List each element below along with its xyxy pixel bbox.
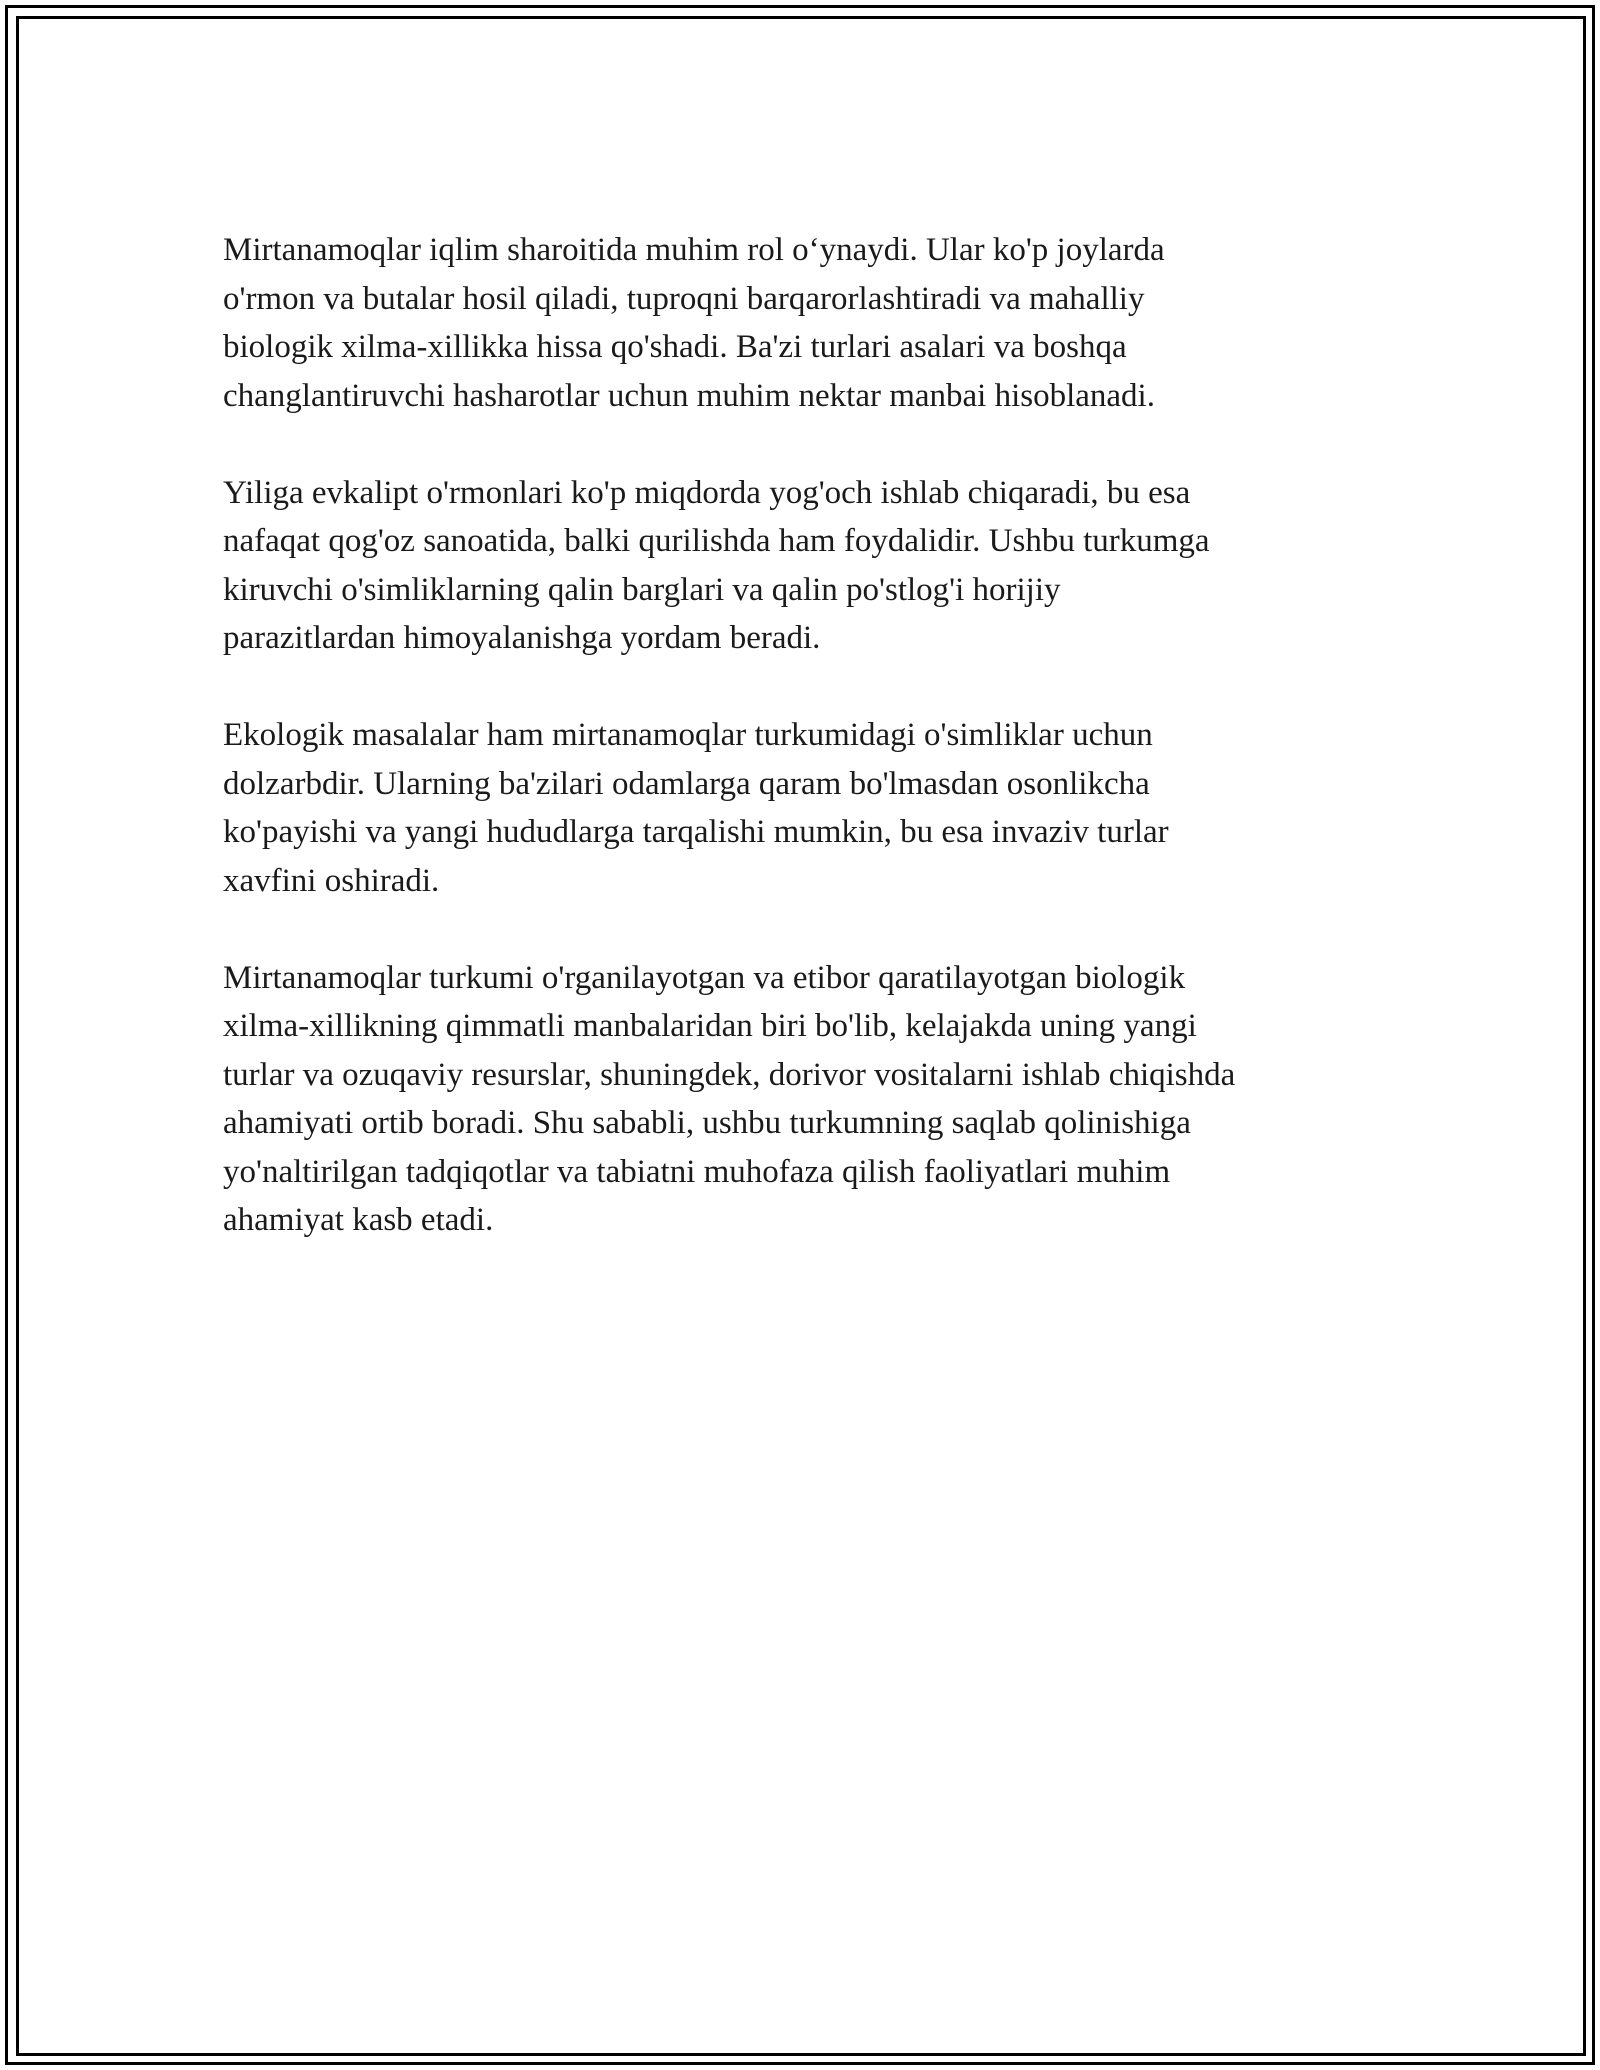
text-line: nafaqat qog'oz sanoatida, balki qurilishda ham foydalidir. Ushbu turkumga <box>223 523 1210 559</box>
text-line: biologik xilma-xillikka hissa qo'shadi. Ba'zi turlari asalari va boshqa <box>223 329 1127 365</box>
text-line: ahamiyat kasb etadi. <box>223 1202 494 1238</box>
document-body <box>223 226 1393 1293</box>
paragraph-2 <box>223 469 1393 663</box>
text-line: parazitlardan himoyalanishga yordam beradi. <box>223 620 821 656</box>
text-line: Ekologik masalalar ham mirtanamoqlar turkumidagi o'simliklar uchun <box>223 717 1153 753</box>
paragraph-3 <box>223 711 1393 905</box>
text-line: Yiliga evkalipt o'rmonlari ko'p miqdorda yog'och ishlab chiqaradi, bu esa <box>223 474 1191 511</box>
text-line: ahamiyati ortib boradi. Shu sababli, ushbu turkumning saqlab qolinishiga <box>223 1105 1191 1141</box>
text-line: ko'payishi va yangi hududlarga tarqalishi mumkin, bu esa invaziv turlar <box>223 814 1169 850</box>
text-line: xavfini oshiradi. <box>223 862 440 899</box>
text-line: Mirtanamoqlar iqlim sharoitida muhim rol oʻynaydi. Ular ko'p joylarda <box>223 232 1165 268</box>
text-line: kiruvchi o'simliklarning qalin barglari va qalin po'stlog'i horijiy <box>223 571 1061 608</box>
text-line: turlar va ozuqaviy resurslar, shuningdek, dorivor vositalarni ishlab chiqishda <box>223 1056 1236 1093</box>
text-line: o'rmon va butalar hosil qiladi, tuproqni barqarorlashtiradi va mahalliy <box>223 280 1145 317</box>
text-line: changlantiruvchi hasharotlar uchun muhim nektar manbai hisoblanadi. <box>223 377 1155 414</box>
paragraph-1 <box>223 226 1393 420</box>
text-line: xilma-xillikning qimmatli manbalaridan biri bo'lib, kelajakda uning yangi <box>223 1008 1197 1044</box>
text-line: Mirtanamoqlar turkumi o'rganilayotgan va etibor qaratilayotgan biologik <box>223 959 1186 996</box>
text-line: dolzarbdir. Ularning ba'zilari odamlarga qaram bo'lmasdan osonlikcha <box>223 765 1150 802</box>
text-line: yo'naltirilgan tadqiqotlar va tabiatni muhofaza qilish faoliyatlari muhim <box>223 1153 1171 1190</box>
paragraph-4 <box>223 954 1393 1245</box>
